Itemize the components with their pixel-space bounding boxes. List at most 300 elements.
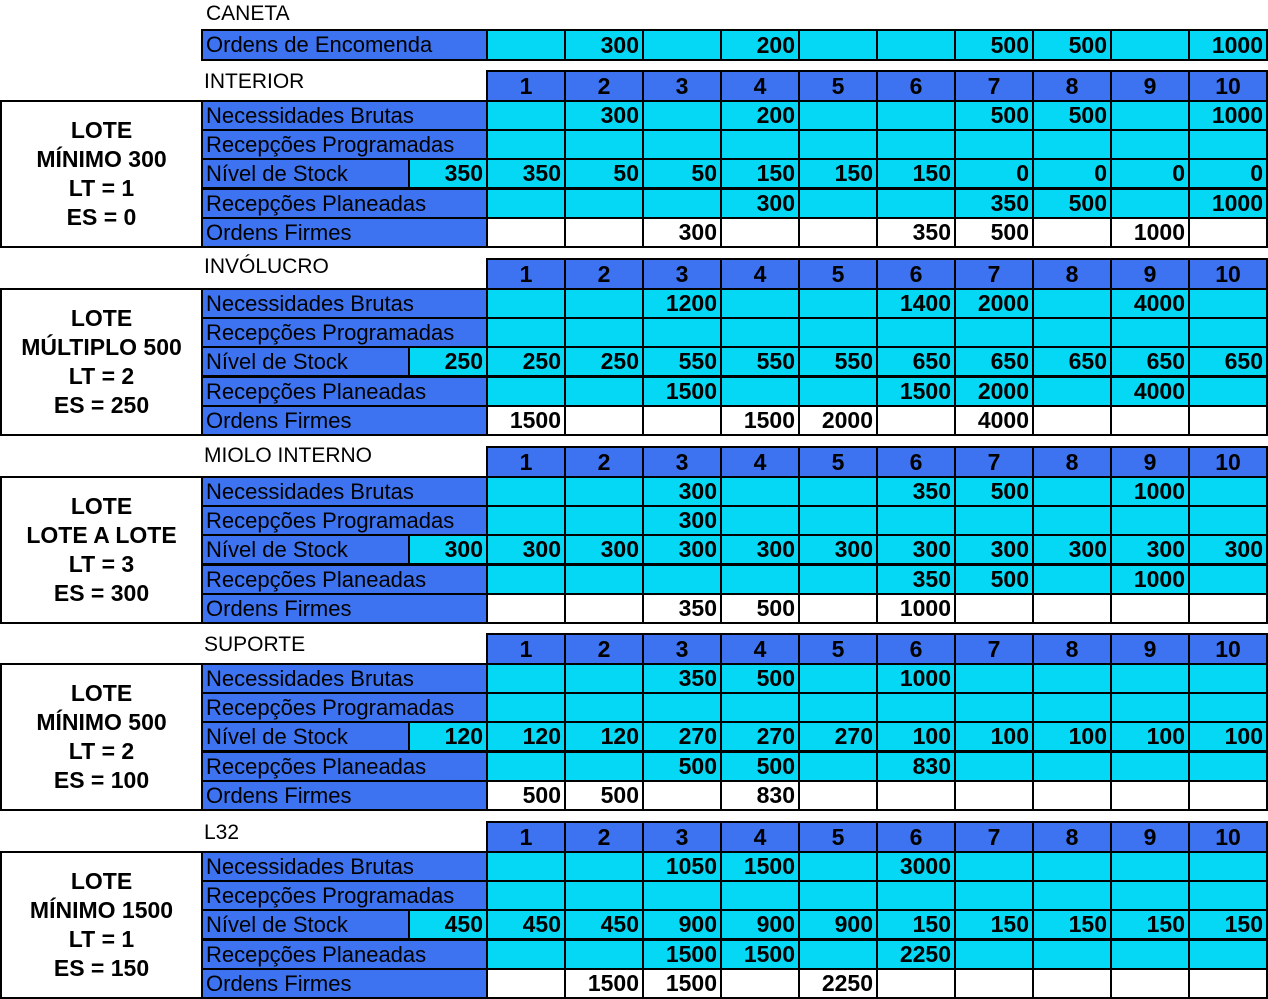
table-cell [486,564,566,595]
period-header: 6 [876,633,956,665]
period-header: 9 [1110,258,1190,290]
period-header: 9 [1110,70,1190,102]
period-header: 5 [798,258,878,290]
table-cell [642,692,722,723]
table-cell: 350 [642,663,722,694]
table-cell [486,376,566,407]
table-cell [876,692,956,723]
table-cell [1188,880,1268,911]
table-cell: 1050 [642,851,722,882]
table-cell: 550 [720,346,800,377]
table-cell [1188,476,1268,507]
row-label-ordens-firmes: Ordens Firmes [201,780,488,811]
orders-row-label: Ordens de Encomenda [201,29,488,61]
orders-cell: 300 [564,29,644,61]
table-cell: 350 [486,158,566,189]
table-cell [954,593,1034,624]
table-cell: 1000 [1188,100,1268,131]
table-cell: 500 [1032,188,1112,219]
lot-info-line: MÚLTIPLO 500 [21,334,182,360]
table-cell: 1500 [876,376,956,407]
table-cell [642,405,722,436]
table-cell [1110,663,1190,694]
component-title: L32 [204,821,240,844]
table-cell: 150 [1188,909,1268,940]
table-cell: 500 [720,593,800,624]
table-cell: 650 [1110,346,1190,377]
table-cell [1188,692,1268,723]
table-cell: 1200 [642,288,722,319]
lot-info-line: LT = 1 [68,175,135,201]
period-header: 5 [798,821,878,853]
table-cell [1032,851,1112,882]
period-header: 10 [1188,821,1268,853]
row-label-recepcoes-planeadas: Recepções Planeadas [201,188,488,219]
table-cell [798,851,878,882]
table-cell: 150 [876,158,956,189]
period-header: 9 [1110,446,1190,478]
table-cell: 300 [720,188,800,219]
row-label-recepcoes-planeadas: Recepções Planeadas [201,376,488,407]
table-cell: 150 [1110,909,1190,940]
table-cell [876,317,956,348]
table-cell [1110,188,1190,219]
initial-stock-cell: 120 [408,721,488,752]
period-header: 2 [564,70,644,102]
table-cell [564,217,644,248]
orders-cell [798,29,878,61]
lot-info-line: LOTE [70,117,133,143]
lot-info-line: ES = 250 [53,392,150,418]
table-cell [1110,751,1190,782]
table-cell: 100 [1032,721,1112,752]
lot-info-line: LT = 2 [68,363,135,389]
row-label-ordens-firmes: Ordens Firmes [201,405,488,436]
table-cell [798,663,878,694]
table-cell: 120 [486,721,566,752]
table-cell [1188,851,1268,882]
component-title: INTERIOR [204,70,305,93]
table-cell [798,751,878,782]
component-title: MIOLO INTERNO [204,444,373,467]
table-cell [1032,968,1112,999]
row-label-recepcoes-programadas: Recepções Programadas [201,692,488,723]
table-cell [564,476,644,507]
table-cell [1110,780,1190,811]
period-header: 5 [798,446,878,478]
table-cell [720,505,800,536]
table-cell [1188,939,1268,970]
orders-cell: 1000 [1188,29,1268,61]
period-header: 8 [1032,70,1112,102]
table-cell [798,692,878,723]
lot-info-line: LOTE [70,493,133,519]
table-cell: 300 [954,534,1034,565]
table-cell: 200 [720,100,800,131]
row-label-necessidades-brutas: Necessidades Brutas [201,476,488,507]
table-cell [720,129,800,160]
table-cell [1110,593,1190,624]
table-cell: 450 [564,909,644,940]
table-cell [1188,288,1268,319]
period-header: 2 [564,821,644,853]
period-header: 3 [642,633,722,665]
table-cell [564,129,644,160]
period-header: 4 [720,446,800,478]
table-cell [798,317,878,348]
table-cell [1110,939,1190,970]
table-cell [798,780,878,811]
row-label-nivel-stock: Nível de Stock [201,721,410,752]
table-cell: 300 [876,534,956,565]
table-cell: 300 [642,534,722,565]
lot-info-box [0,288,203,436]
table-cell [798,939,878,970]
period-header: 4 [720,633,800,665]
table-cell [876,405,956,436]
table-cell [798,376,878,407]
table-cell: 1000 [1110,217,1190,248]
table-cell [1032,217,1112,248]
table-cell [486,217,566,248]
table-cell: 1500 [720,939,800,970]
table-cell: 500 [564,780,644,811]
period-header: 7 [954,821,1034,853]
table-cell [1032,780,1112,811]
table-cell [1188,564,1268,595]
period-header: 6 [876,821,956,853]
lot-info-line: MÍNIMO 1500 [29,897,174,923]
row-label-ordens-firmes: Ordens Firmes [201,968,488,999]
table-cell [486,593,566,624]
table-cell: 650 [876,346,956,377]
row-label-recepcoes-planeadas: Recepções Planeadas [201,751,488,782]
table-cell [954,851,1034,882]
table-cell: 650 [1188,346,1268,377]
table-cell: 900 [720,909,800,940]
table-cell: 2000 [798,405,878,436]
table-cell [1188,663,1268,694]
table-cell [486,692,566,723]
table-cell [720,968,800,999]
table-cell [1110,129,1190,160]
row-label-nivel-stock: Nível de Stock [201,534,410,565]
table-cell [642,317,722,348]
table-cell [954,939,1034,970]
period-header: 6 [876,258,956,290]
table-cell: 3000 [876,851,956,882]
table-cell [798,217,878,248]
lot-info-line: LOTE [70,680,133,706]
period-header: 9 [1110,821,1190,853]
table-cell [720,564,800,595]
table-cell [486,129,566,160]
table-cell [564,188,644,219]
row-label-recepcoes-planeadas: Recepções Planeadas [201,564,488,595]
table-cell: 500 [954,476,1034,507]
table-cell [954,780,1034,811]
table-cell: 300 [1110,534,1190,565]
table-cell [486,288,566,319]
row-label-recepcoes-planeadas: Recepções Planeadas [201,939,488,970]
table-cell: 300 [642,505,722,536]
table-cell: 300 [564,534,644,565]
table-cell [798,880,878,911]
table-cell [1110,968,1190,999]
table-cell: 350 [954,188,1034,219]
table-cell [798,288,878,319]
period-header: 2 [564,446,644,478]
table-cell [954,129,1034,160]
period-header: 8 [1032,633,1112,665]
table-cell [798,100,878,131]
table-cell: 100 [1110,721,1190,752]
table-cell: 150 [1032,909,1112,940]
table-cell [1032,880,1112,911]
row-label-nivel-stock: Nível de Stock [201,909,410,940]
table-cell: 1500 [564,968,644,999]
table-cell [642,129,722,160]
period-header: 7 [954,633,1034,665]
table-cell: 300 [486,534,566,565]
table-cell [564,751,644,782]
table-cell: 4000 [1110,288,1190,319]
table-cell: 100 [954,721,1034,752]
table-cell [954,317,1034,348]
table-cell: 1000 [1110,564,1190,595]
table-cell: 650 [954,346,1034,377]
table-cell: 1000 [1110,476,1190,507]
period-header: 7 [954,70,1034,102]
lot-info-line: LT = 3 [68,551,135,577]
period-header: 10 [1188,258,1268,290]
table-cell [1032,663,1112,694]
table-cell [1032,376,1112,407]
row-label-recepcoes-programadas: Recepções Programadas [201,129,488,160]
period-header: 4 [720,70,800,102]
table-cell: 150 [876,909,956,940]
table-cell [1188,376,1268,407]
period-header: 10 [1188,446,1268,478]
table-cell: 1500 [642,376,722,407]
orders-cell [642,29,722,61]
lot-info-line: ES = 150 [53,955,150,981]
table-cell [1188,751,1268,782]
component-title: SUPORTE [204,633,306,656]
table-cell: 50 [564,158,644,189]
lot-info-line: MÍNIMO 300 [36,146,167,172]
table-cell [798,188,878,219]
product-title: CANETA [206,2,290,25]
table-cell [954,968,1034,999]
row-label-necessidades-brutas: Necessidades Brutas [201,288,488,319]
table-cell [798,564,878,595]
lot-info-box [0,663,203,811]
row-label-recepcoes-programadas: Recepções Programadas [201,317,488,348]
table-cell: 300 [1032,534,1112,565]
table-cell: 50 [642,158,722,189]
table-cell: 4000 [954,405,1034,436]
table-cell [1188,593,1268,624]
initial-stock-cell: 350 [408,158,488,189]
table-cell: 550 [798,346,878,377]
table-cell: 270 [798,721,878,752]
table-cell: 150 [720,158,800,189]
period-header: 1 [486,821,566,853]
table-cell: 2250 [798,968,878,999]
table-cell [564,851,644,882]
table-cell: 1500 [720,851,800,882]
table-cell [564,593,644,624]
period-header: 8 [1032,821,1112,853]
table-cell [876,505,956,536]
period-header: 10 [1188,633,1268,665]
table-cell [1188,780,1268,811]
table-cell [564,317,644,348]
table-cell [564,376,644,407]
table-cell: 270 [720,721,800,752]
table-cell [564,692,644,723]
lot-info-line: LOTE A LOTE [26,522,177,548]
table-cell: 150 [798,158,878,189]
period-header: 9 [1110,633,1190,665]
table-cell [1032,939,1112,970]
table-cell: 500 [954,564,1034,595]
period-header: 8 [1032,446,1112,478]
table-cell [1032,129,1112,160]
table-cell [798,129,878,160]
table-cell: 2250 [876,939,956,970]
table-cell: 300 [1188,534,1268,565]
period-header: 3 [642,446,722,478]
table-cell: 500 [720,663,800,694]
table-cell [642,100,722,131]
table-cell [876,968,956,999]
orders-cell: 500 [954,29,1034,61]
table-cell: 1000 [876,663,956,694]
table-cell [1110,851,1190,882]
table-cell: 500 [1032,100,1112,131]
initial-stock-cell: 250 [408,346,488,377]
orders-cell: 500 [1032,29,1112,61]
table-cell: 1000 [876,593,956,624]
table-cell: 100 [876,721,956,752]
orders-cell: 200 [720,29,800,61]
table-cell: 0 [1032,158,1112,189]
table-cell [954,751,1034,782]
row-label-necessidades-brutas: Necessidades Brutas [201,851,488,882]
period-header: 3 [642,821,722,853]
table-cell [564,939,644,970]
table-cell [486,663,566,694]
table-cell: 500 [642,751,722,782]
table-cell: 350 [642,593,722,624]
period-header: 3 [642,70,722,102]
table-cell [486,188,566,219]
table-cell [486,317,566,348]
table-cell [720,692,800,723]
table-cell [1032,476,1112,507]
table-cell [1110,505,1190,536]
lot-info-box [0,100,203,248]
period-header: 1 [486,633,566,665]
initial-stock-cell: 300 [408,534,488,565]
table-cell [486,939,566,970]
table-cell [720,217,800,248]
period-header: 4 [720,258,800,290]
lot-info-line: MÍNIMO 500 [36,709,167,735]
table-cell [798,476,878,507]
table-cell: 900 [798,909,878,940]
table-cell [564,405,644,436]
table-cell: 550 [642,346,722,377]
table-cell: 450 [486,909,566,940]
table-cell: 1500 [642,968,722,999]
table-cell [1188,129,1268,160]
table-cell: 300 [564,100,644,131]
table-cell: 2000 [954,288,1034,319]
lot-info-box [0,851,203,999]
period-header: 6 [876,446,956,478]
table-cell [1032,593,1112,624]
table-cell: 270 [642,721,722,752]
table-cell [486,505,566,536]
table-cell: 500 [954,100,1034,131]
lot-info-line: ES = 300 [53,580,150,606]
table-cell [1188,405,1268,436]
table-cell: 350 [876,476,956,507]
lot-info-line: ES = 100 [53,767,150,793]
table-cell: 350 [876,217,956,248]
period-header: 2 [564,633,644,665]
table-cell [720,476,800,507]
period-header: 8 [1032,258,1112,290]
table-cell: 1500 [486,405,566,436]
table-cell [486,476,566,507]
period-header: 6 [876,70,956,102]
table-cell [798,505,878,536]
table-cell [642,188,722,219]
table-cell: 300 [720,534,800,565]
period-header: 1 [486,70,566,102]
table-cell: 1500 [720,405,800,436]
table-cell [954,692,1034,723]
table-cell: 120 [564,721,644,752]
table-cell [954,505,1034,536]
table-cell [720,376,800,407]
table-cell [486,100,566,131]
table-cell [486,751,566,782]
table-cell [564,880,644,911]
period-header: 7 [954,258,1034,290]
table-cell [1032,317,1112,348]
component-title: INVÓLUCRO [204,255,329,278]
orders-cell [1110,29,1190,61]
table-cell [1188,968,1268,999]
period-header: 5 [798,633,878,665]
table-cell: 300 [642,217,722,248]
period-header: 10 [1188,70,1268,102]
table-cell: 350 [876,564,956,595]
table-cell [1032,288,1112,319]
period-header: 1 [486,446,566,478]
table-cell: 900 [642,909,722,940]
table-cell [1032,505,1112,536]
period-header: 3 [642,258,722,290]
table-cell: 500 [720,751,800,782]
table-cell: 0 [954,158,1034,189]
table-cell [876,129,956,160]
